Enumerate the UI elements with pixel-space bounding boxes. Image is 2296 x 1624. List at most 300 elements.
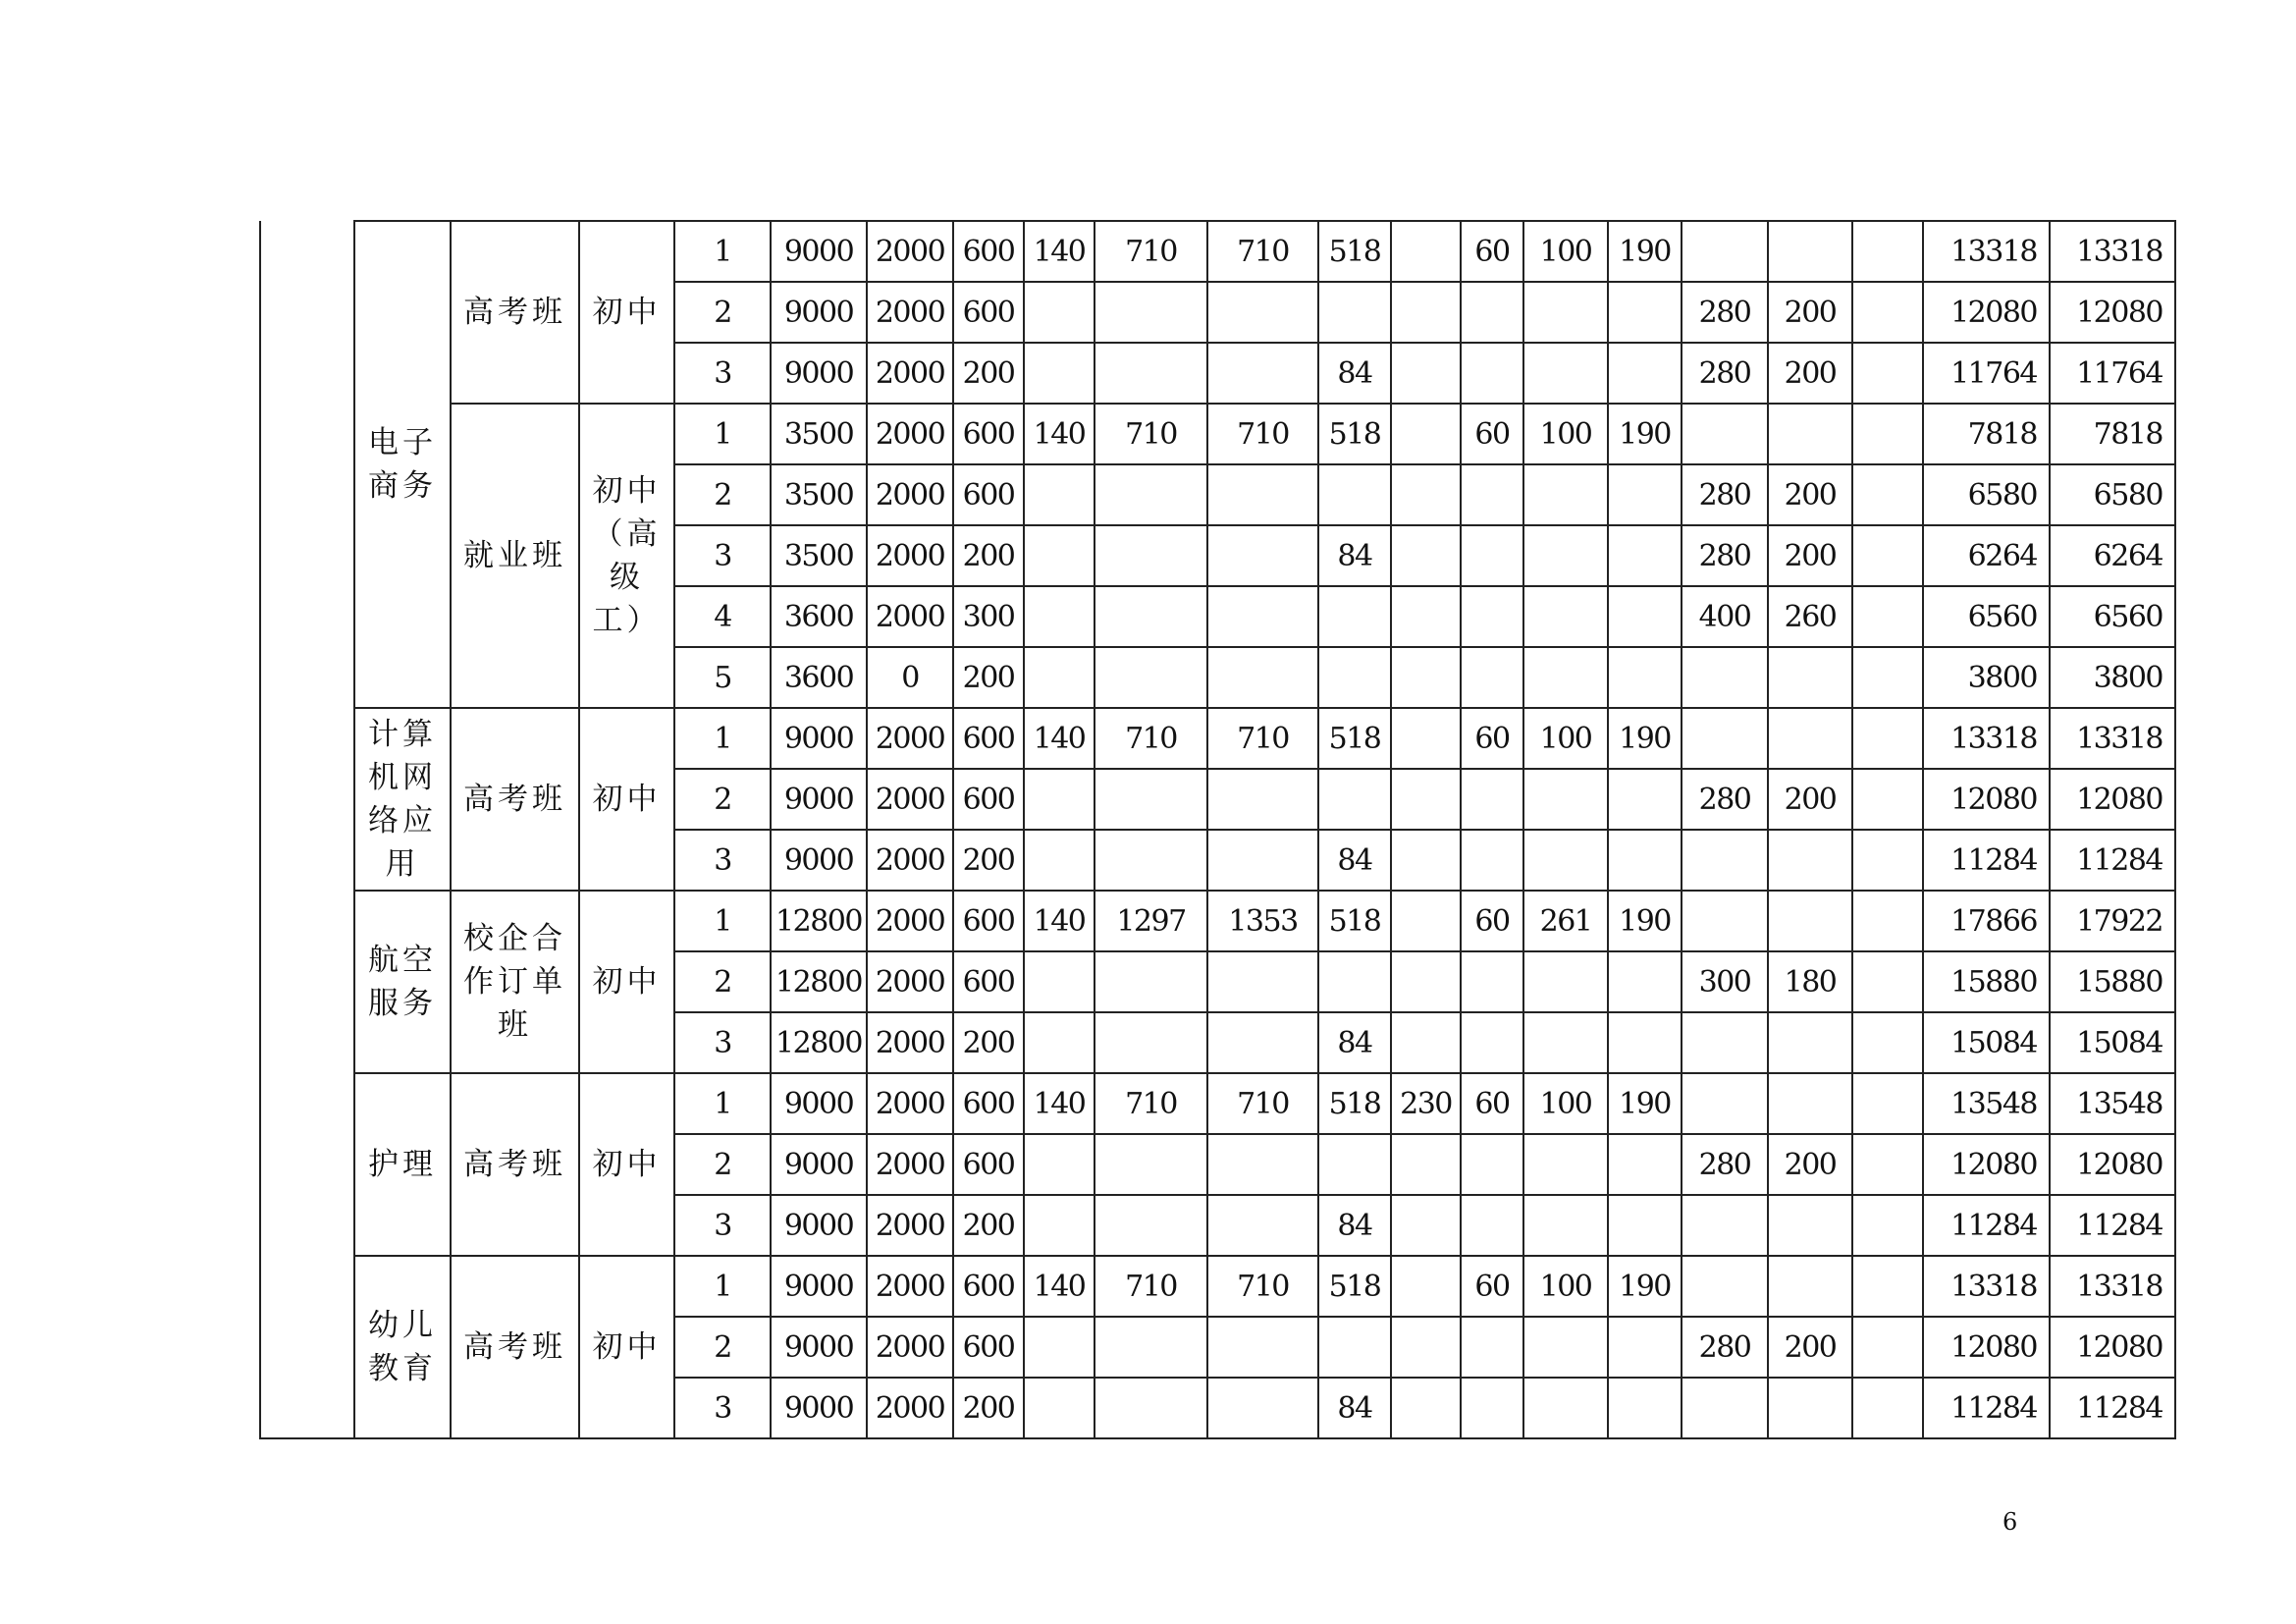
fee-cell: 12800: [771, 951, 867, 1012]
fee-cell: [1391, 647, 1461, 708]
fee-cell: 280: [1682, 282, 1768, 343]
fee-cell: 3600: [771, 647, 867, 708]
fee-cell: [1461, 1378, 1523, 1438]
fee-cell: 280: [1682, 1134, 1768, 1195]
fee-cell: 200: [1768, 1134, 1852, 1195]
year-cell: 2: [674, 1134, 771, 1195]
fee-cell: [1391, 525, 1461, 586]
year-cell: 3: [674, 343, 771, 404]
fee-cell: 710: [1095, 404, 1207, 464]
fee-cell: [1523, 282, 1608, 343]
fee-cell: [1768, 1256, 1852, 1317]
fee-cell: 15880: [1923, 951, 2050, 1012]
fee-cell: 3500: [771, 464, 867, 525]
fee-cell: [1768, 708, 1852, 769]
fee-cell: 710: [1095, 708, 1207, 769]
year-cell: 3: [674, 1012, 771, 1073]
fee-cell: [1852, 830, 1923, 891]
fee-cell: [1608, 1317, 1682, 1378]
fee-cell: 710: [1095, 221, 1207, 282]
fee-cell: 600: [953, 464, 1024, 525]
fee-table-body: [260, 221, 2175, 1438]
year-cell: 1: [674, 1073, 771, 1134]
fee-cell: 2000: [867, 525, 953, 586]
fee-cell: 100: [1523, 404, 1608, 464]
fee-cell: 200: [1768, 1317, 1852, 1378]
fee-cell: 9000: [771, 769, 867, 830]
fee-cell: [1095, 343, 1207, 404]
fee-cell: 200: [1768, 769, 1852, 830]
fee-cell: 2000: [867, 1195, 953, 1256]
fee-cell: 2000: [867, 769, 953, 830]
fee-cell: [1318, 1134, 1391, 1195]
class-type-cell: 高考班: [451, 708, 579, 891]
fee-cell: [1391, 1256, 1461, 1317]
year-cell: 1: [674, 221, 771, 282]
fee-cell: 9000: [771, 221, 867, 282]
fee-cell: [1024, 282, 1095, 343]
fee-cell: 600: [953, 1134, 1024, 1195]
fee-cell: [1318, 951, 1391, 1012]
year-cell: 3: [674, 1195, 771, 1256]
fee-cell: 13318: [2050, 221, 2175, 282]
major-cell: 护理: [354, 1073, 451, 1256]
fee-cell: 13318: [1923, 1256, 2050, 1317]
fee-cell: 190: [1608, 221, 1682, 282]
year-cell: 2: [674, 464, 771, 525]
fee-cell: 600: [953, 404, 1024, 464]
fee-cell: [1095, 1134, 1207, 1195]
fee-cell: [1682, 1195, 1768, 1256]
class-type-cell: 校企合作订单班: [451, 891, 579, 1073]
fee-cell: 13318: [2050, 708, 2175, 769]
fee-cell: [1852, 951, 1923, 1012]
year-cell: 4: [674, 586, 771, 647]
fee-cell: 1297: [1095, 891, 1207, 951]
fee-cell: [1682, 891, 1768, 951]
fee-cell: [1608, 343, 1682, 404]
fee-cell: 2000: [867, 830, 953, 891]
fee-cell: 84: [1318, 1012, 1391, 1073]
fee-cell: [1852, 586, 1923, 647]
fee-cell: 200: [953, 1012, 1024, 1073]
fee-cell: 600: [953, 891, 1024, 951]
fee-cell: 9000: [771, 1195, 867, 1256]
fee-cell: [1608, 830, 1682, 891]
fee-cell: 11284: [2050, 1195, 2175, 1256]
fee-cell: 9000: [771, 830, 867, 891]
fee-cell: [1768, 1073, 1852, 1134]
fee-cell: [1523, 1134, 1608, 1195]
fee-cell: [1523, 1012, 1608, 1073]
fee-cell: 190: [1608, 1256, 1682, 1317]
fee-cell: [1523, 1378, 1608, 1438]
fee-cell: 13548: [1923, 1073, 2050, 1134]
fee-cell: 2000: [867, 464, 953, 525]
fee-cell: [1461, 1012, 1523, 1073]
fee-cell: 280: [1682, 1317, 1768, 1378]
fee-cell: 200: [1768, 464, 1852, 525]
fee-cell: [1852, 1378, 1923, 1438]
fee-cell: [1391, 708, 1461, 769]
fee-cell: 84: [1318, 343, 1391, 404]
major-cell: 计算机网络应用: [354, 708, 451, 891]
fee-cell: [1523, 830, 1608, 891]
class-type-cell: 就业班: [451, 404, 579, 708]
fee-cell: 11284: [1923, 1195, 2050, 1256]
fee-cell: [1207, 769, 1318, 830]
fee-cell: 9000: [771, 1073, 867, 1134]
fee-cell: [1095, 830, 1207, 891]
fee-cell: 140: [1024, 891, 1095, 951]
fee-cell: 600: [953, 1256, 1024, 1317]
fee-cell: [1608, 769, 1682, 830]
fee-cell: [1207, 343, 1318, 404]
fee-cell: 140: [1024, 221, 1095, 282]
fee-cell: [1768, 1012, 1852, 1073]
year-cell: 5: [674, 647, 771, 708]
fee-cell: 15084: [1923, 1012, 2050, 1073]
fee-cell: 140: [1024, 708, 1095, 769]
fee-cell: 9000: [771, 343, 867, 404]
fee-cell: 12800: [771, 891, 867, 951]
fee-cell: 7818: [1923, 404, 2050, 464]
fee-cell: [1391, 404, 1461, 464]
fee-cell: [1391, 891, 1461, 951]
fee-cell: 190: [1608, 1073, 1682, 1134]
fee-cell: 200: [953, 525, 1024, 586]
fee-cell: [1852, 769, 1923, 830]
fee-cell: 3800: [2050, 647, 2175, 708]
fee-cell: 518: [1318, 891, 1391, 951]
outer-edge-cell: [260, 221, 354, 1438]
fee-cell: 260: [1768, 586, 1852, 647]
fee-cell: [1024, 1134, 1095, 1195]
fee-cell: 100: [1523, 1073, 1608, 1134]
fee-cell: [1207, 1134, 1318, 1195]
fee-cell: [1461, 464, 1523, 525]
fee-cell: [1318, 586, 1391, 647]
fee-cell: [1523, 586, 1608, 647]
fee-cell: 2000: [867, 221, 953, 282]
fee-cell: 2000: [867, 1073, 953, 1134]
fee-cell: 710: [1095, 1073, 1207, 1134]
fee-cell: [1207, 1317, 1318, 1378]
year-cell: 3: [674, 525, 771, 586]
fee-cell: 9000: [771, 708, 867, 769]
page-number: 6: [2002, 1508, 2018, 1536]
fee-cell: [1682, 1256, 1768, 1317]
fee-cell: 400: [1682, 586, 1768, 647]
fee-cell: 190: [1608, 891, 1682, 951]
fee-cell: 12800: [771, 1012, 867, 1073]
fee-cell: 9000: [771, 1378, 867, 1438]
fee-cell: [1608, 647, 1682, 708]
fee-cell: 2000: [867, 1378, 953, 1438]
fee-cell: 518: [1318, 1256, 1391, 1317]
fee-cell: [1523, 647, 1608, 708]
fee-cell: [1391, 343, 1461, 404]
fee-cell: [1318, 647, 1391, 708]
fee-cell: [1207, 282, 1318, 343]
fee-cell: 710: [1207, 221, 1318, 282]
fee-cell: [1523, 769, 1608, 830]
major-cell: 航空服务: [354, 891, 451, 1073]
fee-cell: [1682, 708, 1768, 769]
fee-cell: [1391, 1195, 1461, 1256]
fee-cell: [1461, 1317, 1523, 1378]
fee-cell: 6264: [2050, 525, 2175, 586]
fee-cell: 280: [1682, 464, 1768, 525]
fee-cell: 100: [1523, 708, 1608, 769]
fee-cell: 17866: [1923, 891, 2050, 951]
fee-cell: 3500: [771, 404, 867, 464]
fee-cell: 140: [1024, 1256, 1095, 1317]
fee-cell: [1207, 830, 1318, 891]
fee-cell: 600: [953, 1073, 1024, 1134]
year-cell: 3: [674, 1378, 771, 1438]
fee-cell: 280: [1682, 343, 1768, 404]
fee-cell: [1095, 769, 1207, 830]
fee-cell: [1095, 647, 1207, 708]
fee-cell: [1207, 1195, 1318, 1256]
table-row: [260, 1073, 2175, 1134]
fee-cell: [1095, 464, 1207, 525]
fee-cell: 600: [953, 1317, 1024, 1378]
fee-cell: [1024, 951, 1095, 1012]
fee-cell: [1461, 343, 1523, 404]
fee-cell: [1391, 221, 1461, 282]
fee-cell: 13548: [2050, 1073, 2175, 1134]
fee-cell: 710: [1207, 1256, 1318, 1317]
fee-cell: 9000: [771, 1317, 867, 1378]
fee-cell: 0: [867, 647, 953, 708]
fee-cell: [1852, 404, 1923, 464]
fee-cell: [1461, 1195, 1523, 1256]
fee-cell: [1095, 1195, 1207, 1256]
fee-cell: [1095, 1317, 1207, 1378]
fee-cell: [1852, 221, 1923, 282]
major-cell: 幼儿教育: [354, 1256, 451, 1438]
fee-cell: 2000: [867, 1012, 953, 1073]
fee-cell: [1391, 1317, 1461, 1378]
fee-cell: [1768, 221, 1852, 282]
fee-cell: [1024, 343, 1095, 404]
fee-cell: 6560: [1923, 586, 2050, 647]
fee-cell: [1768, 1378, 1852, 1438]
fee-cell: 518: [1318, 221, 1391, 282]
fee-cell: [1461, 647, 1523, 708]
fee-cell: 190: [1608, 404, 1682, 464]
fee-cell: [1852, 1256, 1923, 1317]
fee-cell: [1391, 464, 1461, 525]
fee-cell: [1682, 221, 1768, 282]
fee-cell: 2000: [867, 1317, 953, 1378]
fee-cell: 12080: [1923, 1317, 2050, 1378]
fee-cell: [1608, 1195, 1682, 1256]
fee-cell: 84: [1318, 1378, 1391, 1438]
fee-cell: [1024, 1195, 1095, 1256]
fee-cell: 200: [953, 647, 1024, 708]
fee-cell: 6264: [1923, 525, 2050, 586]
fee-cell: [1318, 464, 1391, 525]
fee-cell: [1207, 525, 1318, 586]
fee-cell: [1391, 769, 1461, 830]
fee-cell: 2000: [867, 951, 953, 1012]
fee-cell: [1024, 464, 1095, 525]
fee-cell: 60: [1461, 1073, 1523, 1134]
year-cell: 2: [674, 769, 771, 830]
year-cell: 1: [674, 891, 771, 951]
fee-cell: [1852, 647, 1923, 708]
fee-cell: 100: [1523, 221, 1608, 282]
table-row: [260, 404, 2175, 464]
fee-cell: 200: [953, 1378, 1024, 1438]
table-row: [260, 891, 2175, 951]
fee-cell: 11284: [2050, 1378, 2175, 1438]
table-row: [260, 708, 2175, 769]
fee-cell: [1391, 1012, 1461, 1073]
fee-cell: 60: [1461, 891, 1523, 951]
fee-cell: [1608, 1012, 1682, 1073]
fee-cell: 3600: [771, 586, 867, 647]
fee-cell: [1852, 525, 1923, 586]
fee-cell: 518: [1318, 708, 1391, 769]
fee-cell: [1852, 282, 1923, 343]
fee-cell: [1852, 708, 1923, 769]
fee-cell: 12080: [2050, 1134, 2175, 1195]
fee-cell: [1608, 525, 1682, 586]
fee-cell: [1608, 464, 1682, 525]
fee-cell: [1682, 1073, 1768, 1134]
fee-cell: [1682, 1012, 1768, 1073]
fee-cell: [1318, 769, 1391, 830]
table-row: [260, 221, 2175, 282]
fee-cell: 2000: [867, 1134, 953, 1195]
entry-level-cell: 初中: [579, 891, 674, 1073]
fee-cell: [1682, 830, 1768, 891]
fee-cell: [1207, 586, 1318, 647]
fee-cell: 518: [1318, 404, 1391, 464]
fee-cell: 140: [1024, 1073, 1095, 1134]
fee-cell: [1461, 830, 1523, 891]
fee-cell: 12080: [2050, 282, 2175, 343]
entry-level-cell: 初中: [579, 1073, 674, 1256]
fee-cell: 12080: [1923, 1134, 2050, 1195]
fee-cell: [1852, 1073, 1923, 1134]
fee-cell: [1391, 1134, 1461, 1195]
fee-cell: [1852, 1012, 1923, 1073]
fee-cell: [1768, 647, 1852, 708]
major-cell: 电子商务: [354, 221, 451, 708]
fee-cell: 84: [1318, 830, 1391, 891]
fee-cell: 9000: [771, 1256, 867, 1317]
fee-cell: [1461, 525, 1523, 586]
fee-cell: [1095, 525, 1207, 586]
fee-cell: 2000: [867, 404, 953, 464]
fee-cell: [1768, 891, 1852, 951]
fee-cell: [1852, 1195, 1923, 1256]
fee-cell: 710: [1207, 1073, 1318, 1134]
fee-cell: 15880: [2050, 951, 2175, 1012]
fee-cell: 13318: [1923, 221, 2050, 282]
fee-cell: 60: [1461, 1256, 1523, 1317]
class-type-cell: 高考班: [451, 1256, 579, 1438]
entry-level-cell: 初中: [579, 221, 674, 404]
fee-cell: [1768, 830, 1852, 891]
entry-level-cell: 初中: [579, 708, 674, 891]
fee-cell: [1207, 464, 1318, 525]
fee-cell: 200: [1768, 525, 1852, 586]
fee-cell: [1461, 586, 1523, 647]
fee-cell: 518: [1318, 1073, 1391, 1134]
fee-cell: 13318: [2050, 1256, 2175, 1317]
fee-cell: [1024, 769, 1095, 830]
fee-cell: 11764: [1923, 343, 2050, 404]
fee-cell: 710: [1207, 404, 1318, 464]
fee-cell: 200: [1768, 282, 1852, 343]
fee-cell: [1768, 1195, 1852, 1256]
fee-cell: [1318, 282, 1391, 343]
fee-cell: 84: [1318, 525, 1391, 586]
fee-cell: [1024, 1012, 1095, 1073]
fee-cell: [1682, 647, 1768, 708]
fee-cell: 12080: [1923, 282, 2050, 343]
table-row: [260, 1256, 2175, 1317]
fee-cell: [1523, 951, 1608, 1012]
fee-cell: [1391, 1378, 1461, 1438]
fee-cell: 200: [1768, 343, 1852, 404]
year-cell: 3: [674, 830, 771, 891]
fee-cell: 60: [1461, 708, 1523, 769]
fee-cell: [1852, 464, 1923, 525]
fee-cell: 6580: [2050, 464, 2175, 525]
fee-cell: 600: [953, 282, 1024, 343]
fee-cell: 7818: [2050, 404, 2175, 464]
fee-cell: [1024, 525, 1095, 586]
fee-cell: [1682, 1378, 1768, 1438]
fee-cell: 2000: [867, 891, 953, 951]
fee-cell: [1852, 891, 1923, 951]
fee-cell: [1024, 1317, 1095, 1378]
fee-cell: 11284: [1923, 830, 2050, 891]
fee-cell: 230: [1391, 1073, 1461, 1134]
fee-cell: 6580: [1923, 464, 2050, 525]
fee-cell: [1391, 951, 1461, 1012]
year-cell: 1: [674, 708, 771, 769]
fee-cell: [1523, 464, 1608, 525]
fee-cell: 1353: [1207, 891, 1318, 951]
year-cell: 1: [674, 404, 771, 464]
fee-cell: 200: [953, 1195, 1024, 1256]
fee-cell: [1095, 951, 1207, 1012]
fee-cell: 600: [953, 708, 1024, 769]
fee-table: [259, 220, 2176, 1439]
entry-level-cell: 初中（高级工）: [579, 404, 674, 708]
fee-cell: 710: [1207, 708, 1318, 769]
fee-cell: [1207, 647, 1318, 708]
fee-cell: 190: [1608, 708, 1682, 769]
fee-cell: 60: [1461, 404, 1523, 464]
fee-cell: [1523, 1195, 1608, 1256]
fee-cell: 280: [1682, 769, 1768, 830]
fee-cell: [1318, 1317, 1391, 1378]
fee-cell: 3800: [1923, 647, 2050, 708]
fee-cell: [1608, 586, 1682, 647]
fee-cell: 300: [1682, 951, 1768, 1012]
fee-cell: 60: [1461, 221, 1523, 282]
fee-cell: 9000: [771, 1134, 867, 1195]
